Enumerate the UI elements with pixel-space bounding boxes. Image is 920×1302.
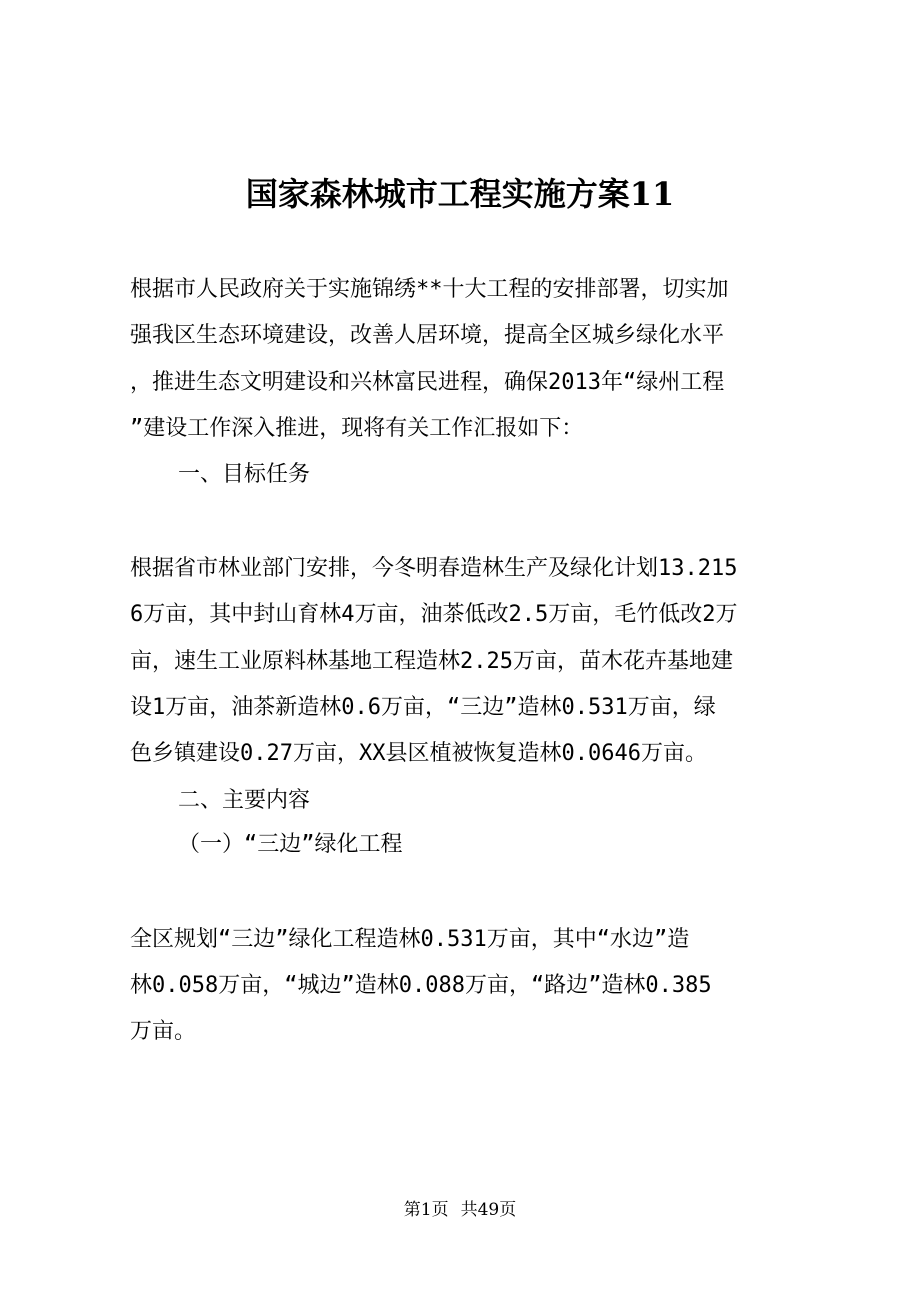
- subsection-heading-sanbian: （一）“三边”绿化工程: [178, 832, 403, 857]
- section-heading-content: 二、主要内容: [178, 788, 311, 813]
- section-heading-goals: 一、目标任务: [178, 462, 311, 487]
- intro-line-3: ，推进生态文明建设和兴林富民进程，确保2013年“绿州工程: [130, 370, 725, 395]
- goals-line-5: 色乡镇建设0.27万亩，XX县区植被恢复造林0.0646万亩。: [130, 741, 707, 766]
- goals-line-2: 6万亩，其中封山育林4万亩，油茶低改2.5万亩，毛竹低改2万: [130, 602, 738, 627]
- intro-line-1: 根据市人民政府关于实施锦绣**十大工程的安排部署，切实加: [130, 277, 729, 302]
- intro-line-4: ”建设工作深入推进，现将有关工作汇报如下：: [130, 416, 584, 441]
- page-footer: [0, 1198, 920, 1222]
- goals-line-3: 亩，速生工业原料林基地工程造林2.25万亩，苗木花卉基地建: [130, 649, 733, 674]
- goals-line-4: 设1万亩，油茶新造林0.6万亩，“三边”造林0.531万亩，绿: [130, 695, 716, 720]
- sanbian-line-3: 万亩。: [130, 1019, 197, 1044]
- goals-line-1: 根据省市林业部门安排，今冬明春造林生产及绿化计划13.215: [130, 556, 738, 581]
- page-total: 共49页: [460, 1200, 517, 1220]
- document-title: 国家森林城市工程实施方案11: [245, 175, 675, 213]
- intro-line-2: 强我区生态环境建设，改善人居环境，提高全区城乡绿化水平: [130, 323, 725, 348]
- sanbian-line-2: 林0.058万亩，“城边”造林0.088万亩，“路边”造林0.385: [130, 973, 712, 998]
- sanbian-line-1: 全区规划“三边”绿化工程造林0.531万亩，其中“水边”造: [130, 927, 690, 952]
- page-number: 第1页: [403, 1200, 449, 1220]
